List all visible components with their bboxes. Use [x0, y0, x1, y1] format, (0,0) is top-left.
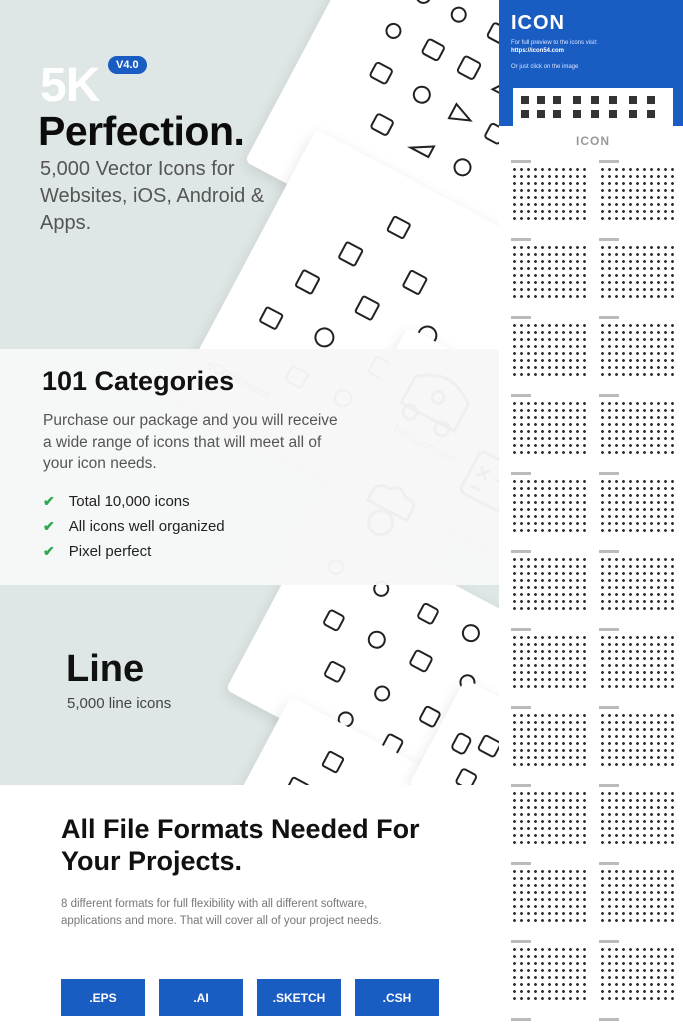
categories-description: Purchase our package and you will receive a wide range of icons that will meet all of your icon needs.	[43, 412, 338, 472]
icon-category-block	[511, 394, 589, 458]
csh-format-button[interactable]: .CSH	[355, 979, 439, 1016]
icon-category-block	[511, 862, 589, 926]
icon-category-block	[599, 160, 677, 224]
preview-strip[interactable]	[499, 0, 683, 1024]
icon-category-block	[599, 706, 677, 770]
icon-category-block	[511, 160, 589, 224]
preview-click-text: Or just click on the image	[511, 64, 579, 70]
icon-category-block	[599, 1018, 677, 1024]
ai-format-button[interactable]: .AI	[159, 979, 243, 1016]
icon-category-block	[511, 316, 589, 380]
icon-category-block	[599, 550, 677, 614]
line-subtitle: 5,000 line icons	[67, 695, 172, 712]
preview-visit-text: For full preview to the icons visit:	[511, 40, 598, 46]
preview-thumbnail-icons-icon	[513, 88, 673, 126]
icon-category-block	[511, 550, 589, 614]
icon-category-block	[511, 784, 589, 848]
checkmark-icon: ✔	[43, 493, 55, 509]
preview-header	[499, 0, 683, 126]
sketch-format-button[interactable]: .SKETCH	[257, 979, 341, 1016]
checkmark-icon: ✔	[43, 543, 55, 559]
icon-category-block	[599, 472, 677, 536]
feature-item	[43, 489, 225, 514]
version-badge: V4.0	[108, 56, 147, 74]
feature-list	[43, 489, 225, 564]
hero-subtitle: 5,000 Vector Icons for Websites, iOS, Android & Apps.	[40, 158, 265, 234]
icon-category-block	[511, 628, 589, 692]
eps-format-button[interactable]: .EPS	[61, 979, 145, 1016]
formats-description: 8 different formats for full flexibility with all different software, applications and more. That will cover all of your project needs.	[61, 898, 382, 927]
preview-icon-grid	[511, 160, 677, 1024]
preview-logo: ICON	[511, 12, 565, 34]
line-title: Line	[66, 648, 145, 690]
icon-category-block	[511, 706, 589, 770]
icon-category-block	[599, 316, 677, 380]
preview-logo-small: ICON	[576, 134, 610, 148]
icon-category-block	[511, 940, 589, 1004]
icon-category-block	[599, 238, 677, 302]
icon-category-block	[599, 940, 677, 1004]
preview-url-link[interactable]: https://icon54.com	[511, 48, 565, 54]
icon-category-block	[511, 238, 589, 302]
checkmark-icon: ✔	[43, 518, 55, 534]
feature-label: Total 10,000 icons	[68, 493, 190, 510]
format-buttons	[61, 979, 439, 1016]
icon-category-block	[599, 394, 677, 458]
icon-category-block	[511, 472, 589, 536]
formats-title: All File Formats Needed For Your Projects.	[61, 814, 420, 876]
feature-item	[43, 514, 225, 539]
preview-thumbnail[interactable]	[513, 88, 673, 126]
hero-title: Perfection.	[38, 108, 245, 154]
feature-label: Pixel perfect	[68, 543, 152, 560]
icon-category-block	[511, 1018, 589, 1024]
hero-5k-headline: 5K	[40, 59, 100, 112]
feature-label: All icons well organized	[68, 518, 225, 535]
feature-item	[43, 539, 225, 564]
icon-category-block	[599, 862, 677, 926]
categories-title: 101 Categories	[42, 366, 235, 396]
icon-category-block	[599, 784, 677, 848]
icon-category-block	[599, 628, 677, 692]
